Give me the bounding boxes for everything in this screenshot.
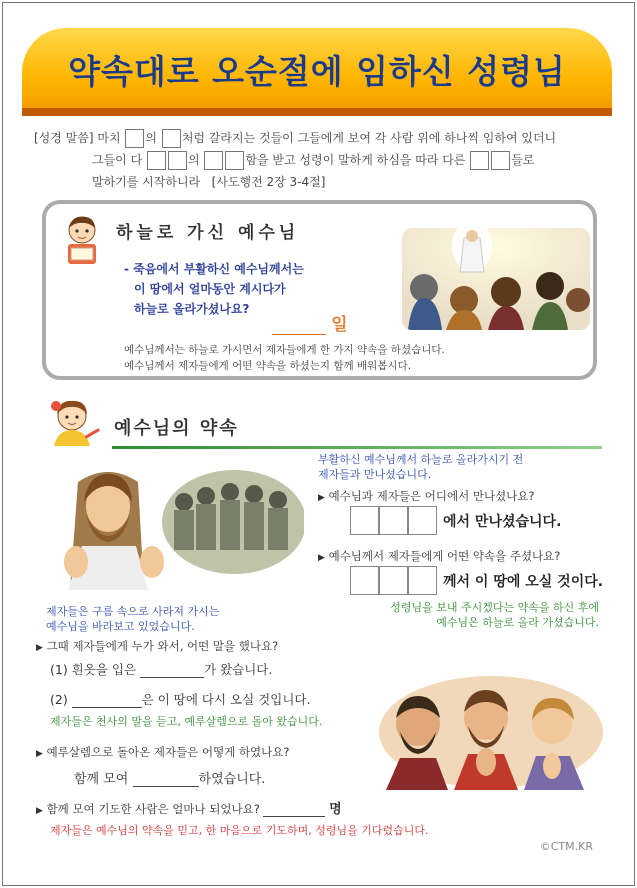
answer-text: 하였습니다.: [198, 772, 266, 787]
answer-text: 함께 모여: [74, 772, 129, 787]
verse-text: 함을 받고 성령이 말하게 하심을 따라 다른: [245, 153, 466, 167]
bullet-icon: ▶: [318, 493, 325, 503]
verse-blank[interactable]: [204, 151, 223, 170]
verse-blank[interactable]: [125, 129, 144, 148]
answer-meeting-place: [350, 506, 561, 535]
answer-angels-1: [50, 660, 272, 678]
caption-line: 제자들은 구름 속으로 사라져 가시는: [46, 605, 220, 618]
verse-blank[interactable]: [225, 151, 244, 170]
answer-promise: [350, 566, 603, 595]
answer-blank[interactable]: [133, 773, 199, 787]
question-gathered: [36, 744, 289, 760]
question-promise: [318, 548, 560, 564]
answer-angels-2: [50, 690, 310, 708]
question-line: - 죽음에서 부활하신 예수님께서는: [124, 262, 304, 276]
verse-text: 의: [145, 131, 157, 145]
count-unit: 명: [329, 802, 342, 817]
answer-box[interactable]: [350, 566, 379, 595]
question-text: 그때 제자들에게 누가 와서, 어떤 말을 했나요?: [46, 639, 279, 653]
answer-text: 은 이 땅에 다시 오실 것입니다.: [141, 692, 311, 707]
verse-block: [34, 127, 604, 193]
answer-box[interactable]: [408, 506, 437, 535]
answer-box[interactable]: [379, 506, 408, 535]
caption-line: 성령님을 보내 주시겠다는 약속을 하신 후에: [390, 601, 599, 614]
bullet-icon: ▶: [36, 749, 43, 759]
caption-line: 예수님은 하늘로 올라 가셨습니다.: [436, 616, 599, 629]
verse-text: 들로: [511, 153, 535, 167]
answer-text: (1) 흰옷을 입은: [50, 662, 137, 677]
intro-line: 부활하신 예수님께서 하늘로 올라가시기 전: [318, 453, 524, 466]
verse-blank[interactable]: [162, 129, 181, 148]
verse-blank[interactable]: [168, 151, 187, 170]
verse-blank[interactable]: [491, 151, 510, 170]
box-heading: 하늘로 가신 예수님: [116, 223, 300, 243]
disciples-watching-caption: [46, 604, 219, 634]
section-heading: 예수님의 약속: [114, 418, 239, 439]
question-line: 하늘로 올라가셨나요?: [134, 302, 250, 316]
question-text: 예수님과 제자들은 어디에서 만나셨나요?: [328, 489, 535, 503]
answer-blank[interactable]: [72, 694, 142, 708]
ascension-note: [124, 342, 445, 374]
bullet-icon: ▶: [36, 806, 43, 816]
bullet-icon: ▶: [318, 553, 325, 563]
question-meeting-place: [318, 488, 535, 504]
ascension-box: [42, 200, 597, 380]
answer-text: 께서 이 땅에 오실 것이다.: [443, 573, 604, 590]
question-line: 이 땅에서 얼마동안 계시다가: [134, 282, 286, 296]
days-blank[interactable]: [272, 321, 326, 335]
verse-text: 처럼 갈라지는 것들이 그들에게 보여 각 사람 위에 하나씩 임하여 있더니: [181, 131, 557, 145]
caption-line: 예수님을 바라보고 있었습니다.: [46, 620, 195, 633]
page-title: 약속대로 오순절에 임하신 성령님: [68, 52, 566, 91]
meeting-intro: [318, 452, 523, 482]
question-text: 예루살렘으로 돌아온 제자들은 어떻게 하였나요?: [46, 745, 290, 759]
praying-caption: 제자들은 예수님의 약속을 믿고, 한 마음으로 기도하며, 성령님을 기다렸습니다.: [50, 824, 429, 837]
question-count: [36, 798, 342, 817]
title-banner-base: [22, 108, 612, 116]
verse-tag: [성경 말씀]: [34, 131, 94, 145]
section-divider: [112, 446, 602, 449]
days-answer: [272, 310, 348, 335]
answer-gathered: [74, 768, 265, 787]
answer-box[interactable]: [408, 566, 437, 595]
girl-writing-icon: [46, 396, 102, 446]
answer-text: (2): [50, 692, 68, 707]
boy-reading-icon: [60, 214, 104, 266]
return-caption: 제자들은 천사의 말을 듣고, 예루살렘으로 돌아 왔습니다.: [50, 715, 323, 728]
answer-text: 가 왔습니다.: [204, 662, 273, 677]
answer-blank[interactable]: [140, 664, 204, 678]
verse-reference: [사도행전 2장 3-4절]: [211, 175, 326, 189]
promise-caption: [390, 600, 599, 630]
question-text: 함께 모여 기도한 사람은 얼마나 되었나요?: [46, 802, 260, 816]
copyright: ©CTM.KR: [539, 840, 593, 853]
verse-blank[interactable]: [470, 151, 489, 170]
answer-text: 에서 만나셨습니다.: [443, 513, 562, 530]
answer-box[interactable]: [379, 566, 408, 595]
question-text: 예수님께서 제자들에게 어떤 약속을 주셨나요?: [328, 549, 561, 563]
verse-text: 의: [188, 153, 200, 167]
bullet-icon: ▶: [36, 643, 43, 653]
note-line: 예수님께서 제자들에게 어떤 약속을 하셨는지 함께 배워봅시다.: [124, 360, 412, 372]
answer-box[interactable]: [350, 506, 379, 535]
intro-line: 제자들과 만나셨습니다.: [318, 468, 432, 481]
verse-blank[interactable]: [147, 151, 166, 170]
jesus-disciples-illustration: [48, 462, 304, 590]
praying-disciples-illustration: [378, 674, 604, 790]
note-line: 예수님께서는 하늘로 가시면서 제자들에게 한 가지 약속을 하셨습니다.: [124, 344, 445, 356]
ascension-illustration: [402, 228, 590, 330]
verse-text: 그들이 다: [92, 153, 143, 167]
verse-text: 마치: [97, 131, 121, 145]
question-angels: [36, 638, 278, 654]
count-blank[interactable]: [263, 803, 325, 817]
verse-text: 말하기를 시작하니라: [92, 175, 201, 189]
days-unit: 일: [331, 315, 348, 335]
